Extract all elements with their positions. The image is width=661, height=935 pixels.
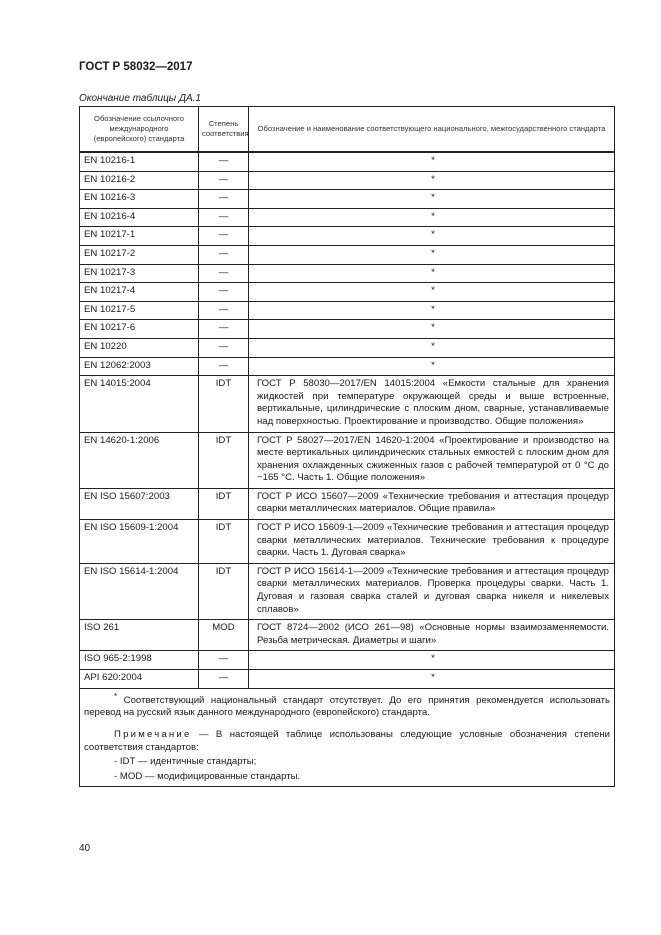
national-standard-cell: ГОСТ Р 58030—2017/EN 14015:2004 «Емкости стальные для хранения жидкостей при температуре окружающей среды и выше встроенные, вертикальные, цилиндрические с плоским дном, сварные, устанавливаемые над поверхностью. Проектирование и производство. Общие положения»: [249, 376, 615, 432]
national-standard-cell: *: [249, 320, 615, 339]
reference-standard-cell: EN 10216-4: [80, 208, 199, 227]
national-standard-cell: *: [249, 190, 615, 209]
reference-standard-cell: EN 10217-5: [80, 301, 199, 320]
reference-standard-cell: ISO 261: [80, 620, 199, 651]
degree-cell: —: [199, 651, 249, 670]
national-standard-cell: *: [249, 670, 615, 689]
degree-cell: IDT: [199, 376, 249, 432]
degree-cell: —: [199, 301, 249, 320]
degree-cell: —: [199, 245, 249, 264]
table-row: [80, 227, 615, 246]
degree-cell: IDT: [199, 488, 249, 519]
national-standard-cell: ГОСТ Р ИСО 15614-1—2009 «Технические требования и аттестация процедур сварки металлических материалов. Проверка процедуры сварки. Часть 1. Дуговая и газовая сварка сталей и дуговая сварка никеля и никелевых сплавов»: [249, 563, 615, 619]
reference-standard-cell: EN 10216-2: [80, 171, 199, 190]
table-row: [80, 620, 615, 651]
table-row: [80, 488, 615, 519]
national-standard-cell: ГОСТ Р 58027—2017/EN 14620-1:2004 «Проектирование и производство на месте вертикальных цилиндрических стальных емкостей с плоским дном для хранения охлажденных сжиженных газов с рабочей температурой от 0 °C до −165 °C. Часть 1. Общие положения»: [249, 432, 615, 488]
reference-standard-cell: EN ISO 15607:2003: [80, 488, 199, 519]
column-header-degree: Степень соответствия: [199, 107, 249, 153]
reference-standard-cell: EN 10217-3: [80, 264, 199, 283]
degree-cell: —: [199, 320, 249, 339]
degree-cell: —: [199, 264, 249, 283]
degree-cell: —: [199, 670, 249, 689]
footnote-mark: *: [114, 691, 118, 701]
national-standard-cell: *: [249, 338, 615, 357]
reference-standard-cell: EN 12062:2003: [80, 357, 199, 376]
table-row: [80, 376, 615, 432]
note-item-mod: - MOD — модифицированные стандарты.: [114, 770, 301, 782]
column-header-national: Обозначение и наименование соответствующего национального, межгосударственного стандарта: [249, 107, 615, 153]
table-row: [80, 563, 615, 619]
reference-standard-cell: EN 10217-2: [80, 245, 199, 264]
national-standard-cell: *: [249, 264, 615, 283]
reference-standard-cell: EN 10220: [80, 338, 199, 357]
standards-table: [79, 106, 615, 787]
reference-standard-cell: EN 14620-1:2006: [80, 432, 199, 488]
national-standard-cell: *: [249, 152, 615, 171]
table-row: [80, 670, 615, 689]
degree-cell: IDT: [199, 563, 249, 619]
column-header-reference: Обозначение ссылочного международного (европейского) стандарта: [80, 107, 199, 153]
table-row: [80, 245, 615, 264]
table-body: [80, 152, 615, 688]
degree-cell: —: [199, 338, 249, 357]
table-row: [80, 208, 615, 227]
document-code: ГОСТ Р 58032—2017: [79, 61, 193, 73]
note-item-idt: - IDT — идентичные стандарты;: [114, 756, 257, 768]
page-number: 40: [79, 843, 91, 854]
national-standard-cell: *: [249, 301, 615, 320]
degree-cell: IDT: [199, 432, 249, 488]
national-standard-cell: ГОСТ Р ИСО 15607—2009 «Технические требования и аттестация процедур сварки металлических материалов. Общие правила»: [249, 488, 615, 519]
degree-cell: —: [199, 171, 249, 190]
table-row: [80, 152, 615, 171]
table-row: [80, 301, 615, 320]
table-row: [80, 651, 615, 670]
reference-standard-cell: ISO 965-2:1998: [80, 651, 199, 670]
table-row: [80, 520, 615, 564]
note-text: — В настоящей таблице использованы следующие условные обозначения степени соответствия стандартов:: [84, 728, 610, 753]
national-standard-cell: *: [249, 171, 615, 190]
reference-standard-cell: EN ISO 15609-1:2004: [80, 520, 199, 564]
reference-standard-cell: EN 10217-6: [80, 320, 199, 339]
table-row: [80, 357, 615, 376]
table-footer: [80, 688, 615, 787]
national-standard-cell: *: [249, 245, 615, 264]
table-row: [80, 283, 615, 302]
reference-standard-cell: EN 10217-1: [80, 227, 199, 246]
national-standard-cell: ГОСТ 8724—2002 (ИСО 261—98) «Основные нормы взаимозаменяемости. Резьба метрическая. Диаметры и шаги»: [249, 620, 615, 651]
note: [84, 729, 610, 754]
reference-standard-cell: EN 10216-3: [80, 190, 199, 209]
table-header-row: [80, 107, 615, 153]
national-standard-cell: *: [249, 208, 615, 227]
reference-standard-cell: EN ISO 15614-1:2004: [80, 563, 199, 619]
note-label: Примечание: [114, 728, 192, 740]
table-row: [80, 338, 615, 357]
table-row: [80, 320, 615, 339]
degree-cell: —: [199, 190, 249, 209]
national-standard-cell: ГОСТ Р ИСО 15609-1—2009 «Технические требования и аттестация процедур сварки металлических материалов. Технические требования к процедуре сварки. Часть 1. Дуговая сварка»: [249, 520, 615, 564]
footnote: [84, 691, 610, 720]
table-row: [80, 171, 615, 190]
national-standard-cell: *: [249, 283, 615, 302]
table-row: [80, 264, 615, 283]
degree-cell: —: [199, 152, 249, 171]
reference-standard-cell: EN 10216-1: [80, 152, 199, 171]
table-row: [80, 432, 615, 488]
degree-cell: IDT: [199, 520, 249, 564]
reference-standard-cell: API 620:2004: [80, 670, 199, 689]
table-caption: Окончание таблицы ДА.1: [79, 93, 201, 104]
national-standard-cell: *: [249, 651, 615, 670]
degree-cell: —: [199, 227, 249, 246]
reference-standard-cell: EN 10217-4: [80, 283, 199, 302]
table-row: [80, 190, 615, 209]
national-standard-cell: *: [249, 227, 615, 246]
degree-cell: MOD: [199, 620, 249, 651]
footnote-text: Соответствующий национальный стандарт отсутствует. До его принятия рекомендуется использовать перевод на русский язык данного международного (европейского) стандарта.: [84, 694, 610, 719]
reference-standard-cell: EN 14015:2004: [80, 376, 199, 432]
national-standard-cell: *: [249, 357, 615, 376]
degree-cell: —: [199, 283, 249, 302]
degree-cell: —: [199, 208, 249, 227]
degree-cell: —: [199, 357, 249, 376]
